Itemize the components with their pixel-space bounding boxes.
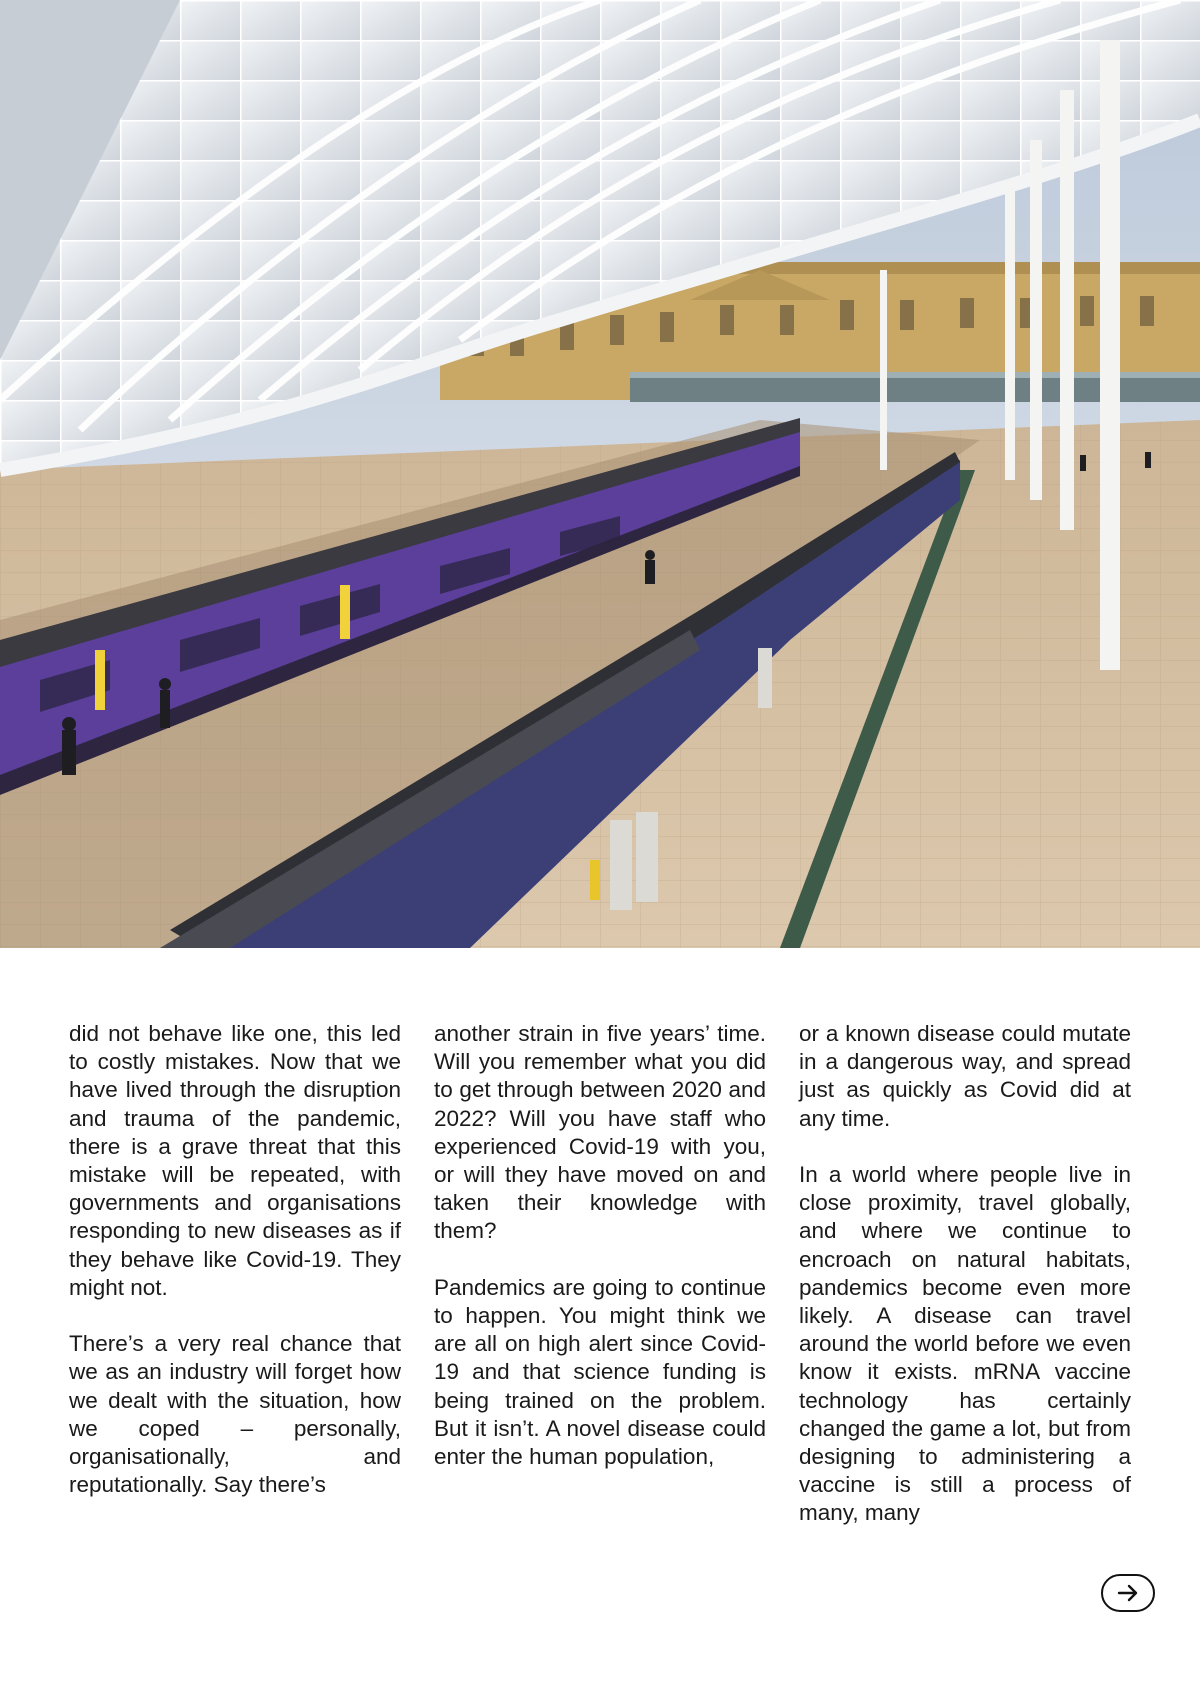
next-page-button[interactable] [1101, 1574, 1155, 1612]
text-column-3 [799, 1020, 1131, 1528]
text-column-1 [69, 1020, 401, 1528]
paragraph: or a known disease could mutate in a dangerous way, and spread just as quickly as Covid did at any time. [799, 1021, 1131, 1131]
paragraph: another strain in five years’ time. Will you remember what you did to get through between 2020 and 2022? Will you have staff who experienced Covid-19 with you, or will they have moved on and taken their knowledge with them? [434, 1021, 766, 1244]
paragraph: did not behave like one, this led to costly mistakes. Now that we have lived through the disruption and trauma of the pandemic, there is a grave threat that this mistake will be repeated, with governments and organisations responding to new diseases as if they behave like Covid-19. They might not. [69, 1021, 401, 1300]
paragraph: In a world where people live in close proximity, travel globally, and where we continue to encroach on natural habitats, pandemics become even more likely. A disease can travel around the world before we even know it exists. mRNA vaccine technology has certainly changed the game a lot, but from designing to administering a vaccine is still a process of many, many [799, 1162, 1131, 1526]
paragraph: There’s a very real chance that we as an industry will forget how we dealt with the situation, how we coped – personally, organisationally, and reputationally. Say there’s [69, 1331, 401, 1498]
paragraph: Pandemics are going to continue to happen. You might think we are all on high alert since Covid-19 and that science funding is being trained on the problem. But it isn’t. A novel disease could enter the human population, [434, 1274, 766, 1470]
arrow-right-icon [1116, 1581, 1140, 1605]
article-body [69, 1020, 1131, 1528]
text-column-2 [434, 1020, 766, 1528]
